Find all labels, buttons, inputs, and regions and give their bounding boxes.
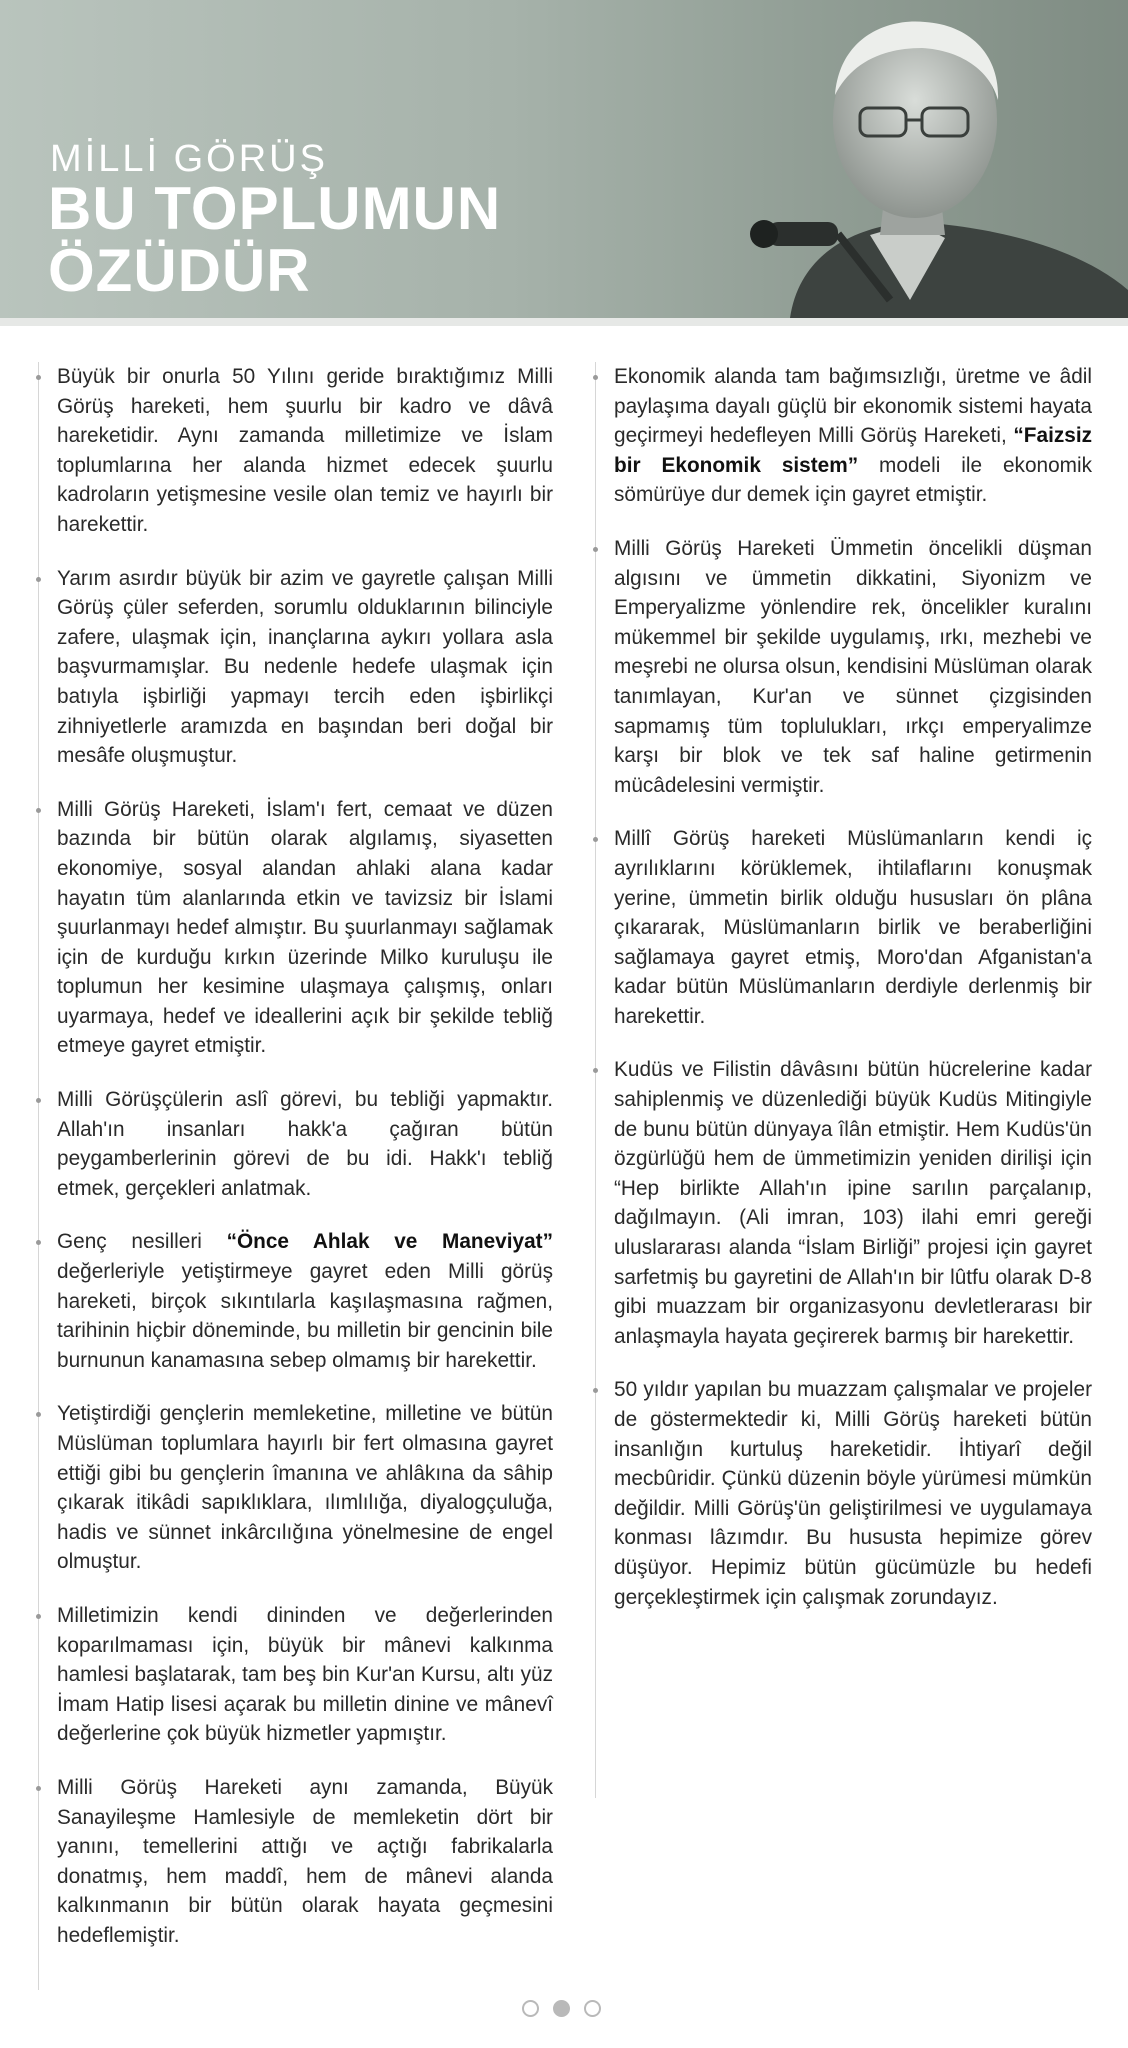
paragraph: 50 yıldır yapılan bu muazzam çalışmalar ve projeler de göstermektedir ki, Milli Görüş hareketi bütün insanlığın kurtuluş hareketidir. İhtiyarî değil mecbûridir. Çünkü düzenin böyle yürümesi mümkün değildir. Milli Görüş'ün geliştirilmesi ve uygulamaya konması lâzımdır. Bu hususta hepimize görev düşüyor. Hepimiz bütün gücümüzle bu hedefi gerçekleştirmek için çalışmak zorundayız. — [596, 1375, 1092, 1612]
paragraph: Milli Görüşçülerin aslî görevi, bu tebliği yapmaktır. Allah'ın insanları hakk'a çağıran bütün peygamberlerinin görevi de bu idi. Hakk'ı tebliğ etmek, gerçekleri anlatmak. — [39, 1085, 553, 1203]
paragraph — [39, 1227, 553, 1375]
banner-subtitle: MİLLİ GÖRÜŞ — [50, 138, 328, 180]
paragraph: Milli Görüş Hareketi, İslam'ı fert, cemaat ve düzen bazında bir bütün olarak algılamış, siyasetten ekonomiye, sosyal alandan ahlaki alana kadar hayatın tüm alanlarında etkin ve tavizsiz bir İslami şuurlanmayı hedef almıştır. Bu şuurlanmayı sağlamak için de kurduğu kırkın üzerinde Milko kuruluşu ile toplumun her kesimine ulaşmaya çalışmış, onları uyarmaya, hedef ve ideallerini açık bir şekilde tebliğ etmeye gayret etmiştir. — [39, 795, 553, 1061]
paragraph: Yarım asırdır büyük bir azim ve gayretle çalışan Milli Görüş çüler seferden, sorumlu olduklarının bilinciyle zafere, ulaşmak için, inançlarına aykırı yollara asla başvurmamışlar. Bu nedenle hedefe ulaşmak için batıyla işbirliği yapmayı tercih eden işbirlikçi zihniyetlerle aramızda en başından beri doğal bir mesâfe oluşmuştur. — [39, 564, 553, 771]
paragraph: Yetiştirdiği gençlerin memleketine, milletine ve bütün Müslüman toplumlara hayırlı bir fert olmasına gayret ettiği gibi bu gençlerin îmanına ve ahlâkına da sâhip çıkarak itikâdi sapıklıklara, ılımlılığa, diyalogçuluğa, hadis ve sünnet inkârcılığına yönelmesine de engel olmuştur. — [39, 1399, 553, 1577]
banner-title-line-1: BU TOPLUMUN — [48, 175, 502, 242]
paragraph: Kudüs ve Filistin dâvâsını bütün hücrelerine kadar sahiplenmiş ve düzenlediği büyük Kudüs Mitingiyle de bunu bütün dünyaya îlân etmiştir. Hem Kudüs'ün özgürlüğü hem de ümmetimizin yeniden dirilişi için “Hep birlikte Allah'ın ipine sarılın parçalanıp, dağılmayın. (Ali imran, 103) ilahi emri gereği uluslararası alanda “İslam Birliği” projesi için gayret sarfetmiş bu gayretini de Allah'ın bir lûtfu olarak D-8 gibi muazzam bir organizasyonu devletlerarası bir anlaşmayla hayata geçirerek barmış bir harekettir. — [596, 1055, 1092, 1351]
right-column — [595, 362, 1092, 1798]
header-banner — [0, 0, 1128, 318]
page-dot-1[interactable] — [522, 2000, 539, 2017]
pagination-dots — [522, 2000, 601, 2017]
paragraph: Milletimizin kendi dininden ve değerlerinden koparılmaması için, büyük bir mânevi kalkınma hamlesi başlatarak, tam beş bin Kur'an Kursu, altı yüz İmam Hatip lisesi açarak bu milletin dinine ve mânevî değerlerine çok büyük hizmetler yapmıştır. — [39, 1601, 553, 1749]
speaker-portrait — [640, 0, 1128, 318]
paragraph — [596, 362, 1092, 510]
paragraph-emphasis: “Faizsiz bir Ekonomik sistem” — [614, 424, 1092, 477]
banner-title — [48, 175, 502, 304]
paragraph-text: değerleriyle yetiştirmeye gayret eden Milli görüş hareketi, birçok sıkıntılarla kaşılaşmasına rağmen, tarihinin hiçbir döneminde, bu milletin bir gencinin bile burnunun kanamasına sebep olmamış bir harekettir. — [57, 1260, 553, 1372]
paragraph: Millî Görüş hareketi Müslümanların kendi iç ayrılıklarını körüklemek, ihtilaflarını konuşmak yerine, ümmetin birlik olduğu hususları ön plâna çıkararak, Müslümanların birlik ve beraberliğini sağlamaya gayret etmiş, Moro'dan Afganistan'a kadar bütün Müslümanların derdiyle derlenmiş bir harekettir. — [596, 824, 1092, 1031]
paragraph: Milli Görüş Hareketi aynı zamanda, Büyük Sanayileşme Hamlesiyle de memleketin dört bir yanını, temellerini attığı ve açtığı fabrikalarla donatmış, hem maddî, hem de mânevi alanda kalkınmanın bir bütün olarak hayata geçmesini hedeflemiştir. — [39, 1773, 553, 1951]
paragraph-text: modeli ile ekonomik sömürüye dur demek için gayret etmiştir. — [614, 453, 1092, 507]
page-dot-3[interactable] — [584, 2000, 601, 2017]
banner-title-line-2: ÖZÜDÜR — [48, 237, 311, 304]
paragraph-emphasis: “Önce Ahlak ve Maneviyat” — [226, 1230, 553, 1254]
left-column — [38, 362, 553, 1990]
page-dot-2[interactable] — [553, 2000, 570, 2017]
paragraph-text: Ekonomik alanda tam bağımsızlığı, üretme ve âdil paylaşıma dayalı güçlü bir ekonomik sistemi hayata geçirmeyi hedefleyen Milli Görüş Hareketi, — [614, 365, 1092, 448]
paragraph: Milli Görüş Hareketi Ümmetin öncelikli düşman algısını ve ümmetin dikkatini, Siyonizm ve Emperyalizme yönlendire rek, öncelikler kuralını mükemmel bir şekilde uygulamış, ırkı, mezhebi ve meşrebi ne olursa olsun, kendisini Müslüman olarak tanımlayan, Kur'an ve sünnet çizgisinden sapmamış tüm toplulukları, ırkçı emperyalimze karşı bir blok ve tek saf haline getirmenin mücâdelesini vermiştir. — [596, 534, 1092, 800]
paragraph: Büyük bir onurla 50 Yılını geride bıraktığımız Milli Görüş hareketi, hem şuurlu bir kadro ve dâvâ hareketidir. Aynı zamanda milletimize ve İslam toplumlarına her alanda hizmet edecek şuurlu kadroların yetişmesine vesile olan temiz ve hayırlı bir harekettir. — [39, 362, 553, 540]
paragraph-text: Genç nesilleri — [57, 1230, 227, 1254]
banner-divider — [0, 318, 1128, 326]
